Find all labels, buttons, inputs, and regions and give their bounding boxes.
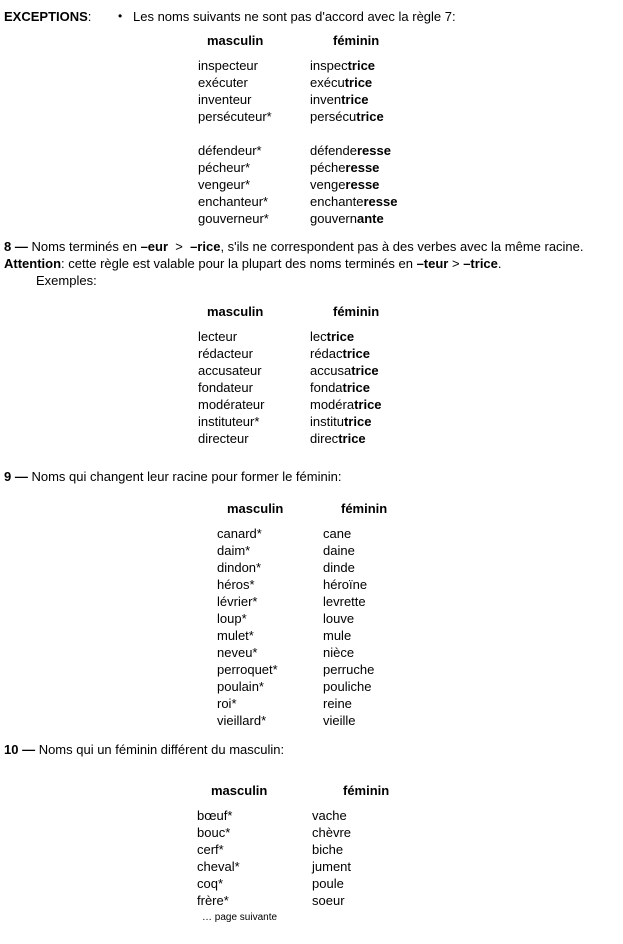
text-segment: . bbox=[497, 256, 502, 271]
table-row bbox=[197, 824, 619, 841]
table-row bbox=[198, 345, 619, 362]
text-segment: 9 — bbox=[4, 469, 32, 484]
rule-10-paragraph bbox=[4, 741, 619, 758]
masculin-cell: canard* bbox=[217, 526, 262, 541]
feminin-cell bbox=[323, 593, 366, 610]
feminin-cell bbox=[323, 576, 367, 593]
feminin-stem: inspec bbox=[310, 58, 348, 73]
table-row bbox=[198, 210, 619, 227]
table-row bbox=[217, 593, 619, 610]
feminin-cell bbox=[323, 678, 371, 695]
table-header bbox=[217, 500, 619, 517]
table-row bbox=[217, 559, 619, 576]
feminin-stem: mule bbox=[323, 628, 352, 643]
feminin-suffix: trice bbox=[342, 380, 371, 395]
masculin-cell: frère* bbox=[197, 893, 229, 908]
feminin-suffix: trice bbox=[342, 346, 370, 361]
feminin-suffix: trice bbox=[344, 75, 373, 90]
table-row bbox=[217, 678, 619, 695]
masculin-cell: daim* bbox=[217, 543, 251, 558]
page-suivante-note: … page suivante bbox=[202, 912, 278, 923]
feminin-stem: péche bbox=[310, 160, 346, 175]
table-row bbox=[217, 712, 619, 729]
text-segment: > bbox=[168, 239, 191, 254]
masculin-cell: mulet* bbox=[217, 628, 254, 643]
feminin-suffix: trice bbox=[354, 397, 382, 412]
rule-10-rows bbox=[197, 807, 619, 909]
feminin-stem: vache bbox=[312, 808, 347, 823]
feminin-stem: institu bbox=[310, 414, 344, 429]
masculin-cell: exécuter bbox=[198, 75, 248, 90]
text-segment: Noms qui un féminin différent du masculin: bbox=[38, 742, 285, 757]
feminin-suffix: trice bbox=[343, 414, 372, 429]
feminin-cell bbox=[312, 875, 344, 892]
feminin-cell bbox=[323, 644, 354, 661]
rule-9-rows bbox=[217, 525, 619, 729]
feminin-cell bbox=[310, 142, 391, 159]
feminin-cell bbox=[310, 210, 384, 227]
table-row bbox=[197, 892, 619, 909]
feminin-suffix: trice bbox=[351, 363, 379, 378]
table-header bbox=[198, 32, 619, 49]
feminin-stem: héroïne bbox=[323, 577, 368, 592]
feminin-stem: exécu bbox=[310, 75, 345, 90]
masculin-cell: directeur bbox=[198, 431, 249, 446]
feminin-cell bbox=[310, 74, 372, 91]
feminin-stem: biche bbox=[312, 842, 344, 857]
feminin-cell bbox=[323, 627, 351, 644]
exceptions-text: Les noms suivants ne sont pas d'accord avec la règle 7: bbox=[133, 9, 456, 24]
feminin-cell bbox=[323, 661, 374, 678]
feminin-stem: persécu bbox=[310, 109, 357, 124]
table-row bbox=[217, 542, 619, 559]
feminin-column-header: féminin bbox=[333, 33, 380, 48]
feminin-cell bbox=[312, 841, 343, 858]
feminin-cell bbox=[323, 559, 355, 576]
feminin-stem: soeur bbox=[312, 893, 345, 908]
feminin-suffix: trice bbox=[347, 58, 376, 73]
table-row bbox=[198, 108, 619, 125]
masculin-cell: héros* bbox=[217, 577, 255, 592]
feminin-stem: venge bbox=[310, 177, 346, 192]
feminin-suffix: resse bbox=[345, 177, 380, 192]
masculin-cell: lecteur bbox=[198, 329, 238, 344]
masculin-cell: bouc* bbox=[197, 825, 231, 840]
text-segment: –trice bbox=[463, 256, 498, 271]
masculin-cell: inventeur bbox=[198, 92, 252, 107]
feminin-stem: enchante bbox=[310, 194, 364, 209]
table-row bbox=[198, 362, 619, 379]
text-segment: Noms terminés en bbox=[31, 239, 141, 254]
exceptions-label bbox=[4, 8, 118, 25]
feminin-suffix: ante bbox=[356, 211, 384, 226]
rule-8-rows bbox=[198, 328, 619, 447]
table-row bbox=[198, 176, 619, 193]
feminin-column-header: féminin bbox=[343, 783, 390, 798]
table-row bbox=[198, 430, 619, 447]
table-row bbox=[197, 841, 619, 858]
feminin-stem: rédac bbox=[310, 346, 343, 361]
masculin-cell: coq* bbox=[197, 876, 224, 891]
feminin-stem: modéra bbox=[310, 397, 355, 412]
feminin-stem: nièce bbox=[323, 645, 355, 660]
exceptions-line bbox=[4, 8, 619, 25]
feminin-cell bbox=[310, 430, 366, 447]
feminin-column-header: féminin bbox=[341, 501, 388, 516]
table-row bbox=[198, 193, 619, 210]
masculin-cell: neveu* bbox=[217, 645, 258, 660]
text-segment: Attention bbox=[4, 256, 62, 271]
table-row bbox=[217, 644, 619, 661]
masculin-cell: bœuf* bbox=[197, 808, 233, 823]
feminin-suffix: resse bbox=[363, 194, 398, 209]
feminin-stem: gouvern bbox=[310, 211, 357, 226]
feminin-cell bbox=[323, 695, 352, 712]
feminin-cell bbox=[323, 610, 354, 627]
table-row bbox=[197, 858, 619, 875]
feminin-stem: reine bbox=[323, 696, 352, 711]
feminin-suffix: trice bbox=[341, 92, 369, 107]
masculin-column-header: masculin bbox=[211, 783, 268, 798]
text-segment: EXCEPTIONS bbox=[4, 9, 88, 24]
feminin-stem: poule bbox=[312, 876, 344, 891]
feminin-suffix: resse bbox=[357, 143, 391, 158]
feminin-cell bbox=[310, 328, 354, 345]
masculin-cell: pécheur* bbox=[198, 160, 251, 175]
masculin-cell: perroquet* bbox=[217, 662, 278, 677]
text-segment: 10 — bbox=[4, 742, 39, 757]
masculin-column-header: masculin bbox=[207, 304, 264, 319]
table-row bbox=[198, 396, 619, 413]
feminin-stem: cane bbox=[323, 526, 352, 541]
feminin-cell bbox=[310, 413, 371, 430]
masculin-cell: gouverneur* bbox=[198, 211, 269, 226]
table-row bbox=[198, 379, 619, 396]
masculin-cell: loup* bbox=[217, 611, 247, 626]
masculin-cell: poulain* bbox=[217, 679, 264, 694]
table-row bbox=[198, 328, 619, 345]
masculin-cell: persécuteur* bbox=[198, 109, 272, 124]
masculin-cell: cheval* bbox=[197, 859, 240, 874]
masculin-cell: lévrier* bbox=[217, 594, 258, 609]
table-row bbox=[197, 807, 619, 824]
table-row bbox=[197, 875, 619, 892]
rule-8-table bbox=[198, 303, 619, 447]
feminin-cell bbox=[310, 345, 370, 362]
feminin-cell bbox=[312, 892, 345, 909]
feminin-cell bbox=[310, 91, 369, 108]
feminin-stem: fonda bbox=[310, 380, 343, 395]
rule-10-table bbox=[197, 782, 619, 909]
masculin-cell: accusateur bbox=[198, 363, 262, 378]
table-row bbox=[198, 74, 619, 91]
masculin-column-header: masculin bbox=[227, 501, 284, 516]
feminin-cell bbox=[312, 824, 351, 841]
feminin-stem: direc bbox=[310, 431, 339, 446]
table-row bbox=[198, 142, 619, 159]
feminin-cell bbox=[312, 858, 351, 875]
exceptions-table bbox=[198, 32, 619, 227]
feminin-stem: accusa bbox=[310, 363, 352, 378]
text-segment: Noms qui changent leur racine pour former le féminin: bbox=[31, 469, 342, 484]
exceptions-resse-group bbox=[198, 142, 619, 227]
text-segment: : cette règle est valable pour la plupart des noms terminés en bbox=[61, 256, 417, 271]
feminin-stem: dinde bbox=[323, 560, 355, 575]
bullet-icon: • bbox=[118, 9, 123, 23]
text-segment: –eur bbox=[140, 239, 169, 254]
feminin-suffix: resse bbox=[345, 160, 380, 175]
feminin-cell bbox=[310, 193, 397, 210]
table-row bbox=[217, 695, 619, 712]
feminin-stem: daine bbox=[323, 543, 355, 558]
feminin-cell bbox=[323, 542, 355, 559]
text-segment: 8 — bbox=[4, 239, 32, 254]
table-row bbox=[198, 159, 619, 176]
table-row bbox=[217, 661, 619, 678]
feminin-stem: chèvre bbox=[312, 825, 352, 840]
table-row bbox=[217, 610, 619, 627]
examples-label: Exemples: bbox=[36, 273, 97, 288]
masculin-cell: modérateur bbox=[198, 397, 265, 412]
table-row bbox=[198, 91, 619, 108]
feminin-stem: louve bbox=[323, 611, 355, 626]
feminin-cell bbox=[323, 525, 351, 542]
rule-9-table bbox=[217, 500, 619, 729]
table-row bbox=[198, 413, 619, 430]
table-row bbox=[198, 57, 619, 74]
feminin-stem: jument bbox=[312, 859, 352, 874]
exceptions-trice-group bbox=[198, 57, 619, 125]
feminin-cell bbox=[312, 807, 347, 824]
feminin-stem: lec bbox=[310, 329, 327, 344]
masculin-cell: instituteur* bbox=[198, 414, 260, 429]
feminin-stem: vieille bbox=[323, 713, 356, 728]
masculin-cell: vengeur* bbox=[198, 177, 251, 192]
feminin-column-header: féminin bbox=[333, 304, 380, 319]
masculin-column-header: masculin bbox=[207, 33, 264, 48]
feminin-stem: pouliche bbox=[323, 679, 372, 694]
rule-9-paragraph bbox=[4, 468, 619, 485]
table-row bbox=[217, 576, 619, 593]
feminin-cell bbox=[310, 108, 384, 125]
feminin-cell bbox=[310, 362, 379, 379]
rule-8-paragraph bbox=[4, 238, 619, 272]
masculin-cell: cerf* bbox=[197, 842, 224, 857]
masculin-cell: dindon* bbox=[217, 560, 262, 575]
table-row bbox=[217, 627, 619, 644]
feminin-cell bbox=[310, 176, 379, 193]
feminin-stem: levrette bbox=[323, 594, 366, 609]
table-row bbox=[217, 525, 619, 542]
masculin-cell: défendeur* bbox=[198, 143, 262, 158]
feminin-cell bbox=[323, 712, 356, 729]
masculin-cell: enchanteur* bbox=[198, 194, 269, 209]
text-segment: , s'ils ne correspondent pas à des verbes avec la même racine. bbox=[220, 239, 591, 254]
masculin-cell: roi* bbox=[217, 696, 237, 711]
table-header bbox=[197, 782, 619, 799]
masculin-cell: fondateur bbox=[198, 380, 253, 395]
feminin-cell bbox=[310, 396, 382, 413]
text-segment: –teur bbox=[416, 256, 449, 271]
feminin-cell bbox=[310, 159, 379, 176]
feminin-cell bbox=[310, 57, 375, 74]
masculin-cell: rédacteur bbox=[198, 346, 253, 361]
table-header bbox=[198, 303, 619, 320]
masculin-cell: vieillard* bbox=[217, 713, 267, 728]
feminin-stem: inven bbox=[310, 92, 342, 107]
masculin-cell: inspecteur bbox=[198, 58, 258, 73]
feminin-stem: défende bbox=[310, 143, 357, 158]
feminin-stem: perruche bbox=[323, 662, 375, 677]
text-segment: –rice bbox=[190, 239, 221, 254]
text-segment: : bbox=[87, 9, 92, 24]
feminin-cell bbox=[310, 379, 370, 396]
text-segment: > bbox=[448, 256, 464, 271]
feminin-suffix: trice bbox=[326, 329, 355, 344]
feminin-suffix: trice bbox=[338, 431, 366, 446]
feminin-suffix: trice bbox=[356, 109, 384, 124]
